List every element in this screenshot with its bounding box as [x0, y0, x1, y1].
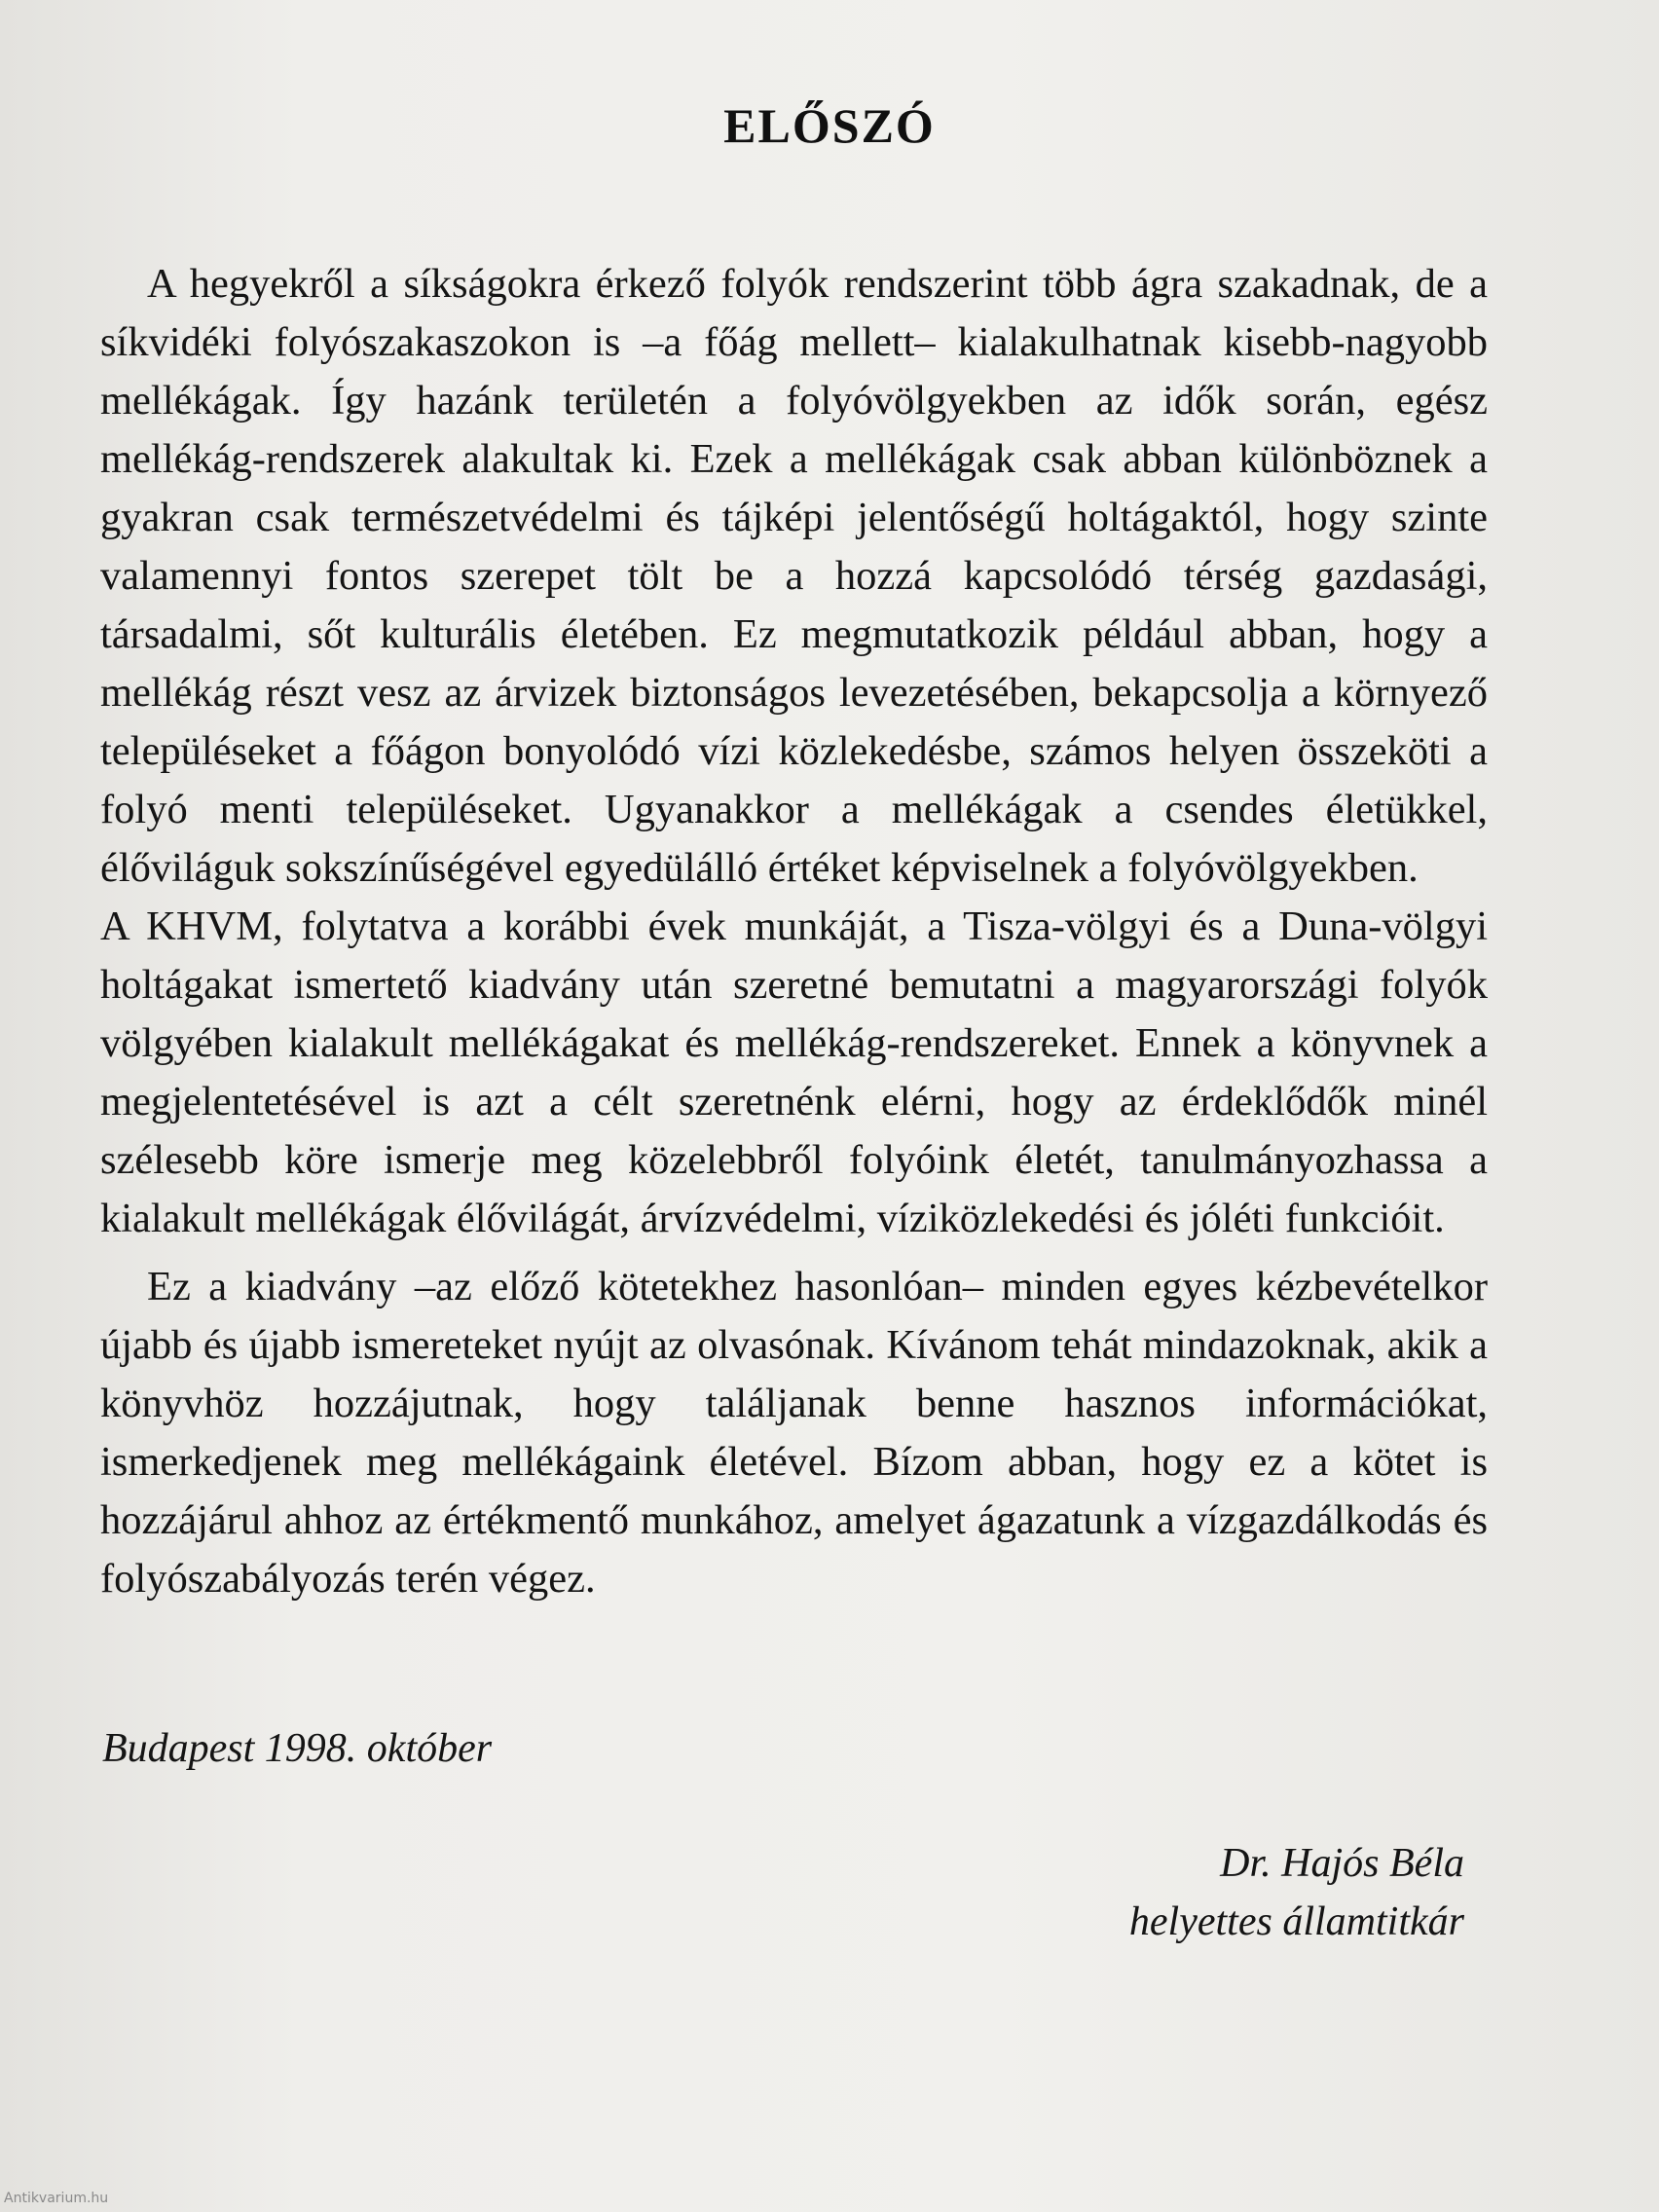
signature-block [1129, 1834, 1464, 1951]
paragraph-1: A hegyekről a síkságokra érkező folyók rendszerint több ágra szakadnak, de a síkvidéki folyószakaszokon is –a főág mellett– kialakulhatnak kisebb-nagyobb mellékágak. Így hazánk területén a folyóvölgyekben az idők során, egész mellékág-rendszerek alakultak ki. Ezek a mellékágak csak abban különböznek a gyakran csak természetvédelmi és tájképi jelentőségű holtágaktól, hogy szinte valamennyi fontos szerepet tölt be a hozzá kapcsolódó térség gazdasági, társadalmi, sőt kulturális életében. Ez megmutatkozik például abban, hogy a mellékág részt vesz az árvizek biztonságos levezetésében, bekapcsolja a környező településeket a főágon bonyolódó vízi közlekedésbe, számos helyen összeköti a folyó menti településeket. Ugyanakkor a mellékágak a csendes életükkel, élőviláguk sokszínűségével egyedülálló értéket képviselnek a folyóvölgyekben. [100, 261, 1488, 891]
signature-name: Dr. Hajós Béla [1220, 1841, 1464, 1886]
page-title: ELŐSZÓ [723, 98, 936, 153]
body-text [100, 255, 1488, 1608]
paragraph-2: A KHVM, folytatva a korábbi évek munkáját, a Tisza-völgyi és a Duna-völgyi holtágakat ismertető kiadvány után szeretné bemutatni a magyarországi folyók völgyében kialakult mellékágakat és mellékág-rendszereket. Ennek a könyvnek a megjelentetésével is azt a célt szeretnénk elérni, hogy az érdeklődők minél szélesebb köre ismerje meg közelebbről folyóink életét, tanulmányozhassa a kialakult mellékágak élővilágát, árvízvédelmi, víziközlekedési és jóléti funkcióit. [100, 903, 1488, 1241]
signature-position: helyettes államtitkár [1128, 1899, 1464, 1944]
date-line: Budapest 1998. október [102, 1726, 493, 1771]
paragraph-3: Ez a kiadvány –az előző kötetekhez hasonlóan– minden egyes kézbevételkor újabb és újabb ismereteket nyújt az olvasónak. Kívánom tehát mindazoknak, akik a könyvhöz hozzájutnak, hogy találjanak benne hasznos információkat, ismerkedjenek meg mellékágaink életével. Bízom abban, hogy ez a kötet is hozzájárul ahhoz az értékmentő munkához, amelyet ágazatunk a vízgazdálkodás és folyószabályozás terén végez. [100, 1264, 1488, 1602]
watermark: Antikvarium.hu [4, 2191, 109, 2206]
